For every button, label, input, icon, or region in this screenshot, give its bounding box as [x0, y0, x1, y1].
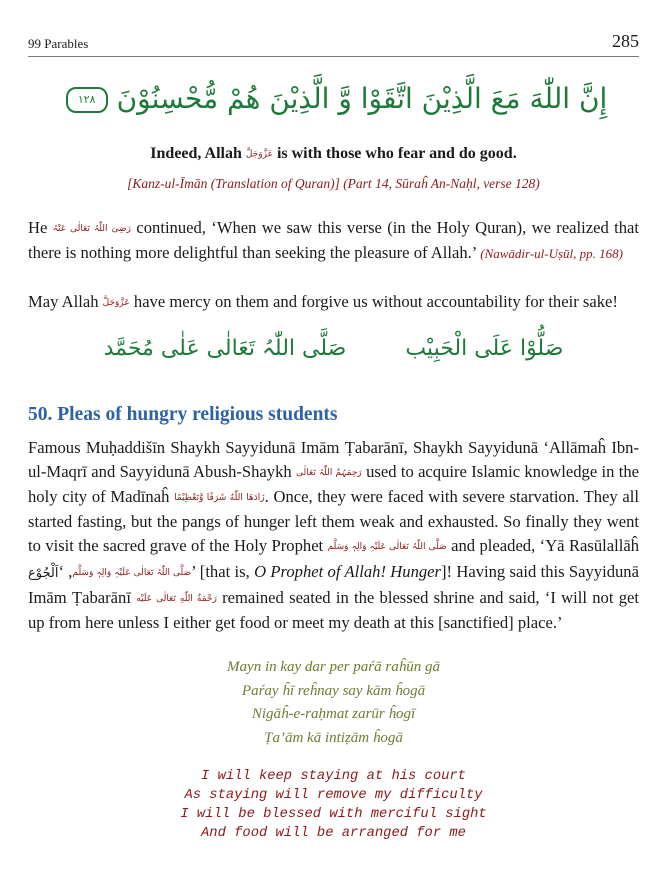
verse-number-marker: ١٢٨ — [66, 87, 108, 113]
book-title: 99 Parables — [28, 36, 89, 51]
arabic-word: اَلْجُوْع — [28, 565, 59, 581]
poem-english — [0, 767, 667, 843]
poem-line: Ṭa’ām kā intiẓām ĥogā — [264, 729, 403, 746]
translation-before: Indeed, Allah — [150, 145, 242, 162]
poem-line: And food will be arranged for me — [201, 826, 466, 841]
honorific-glyph: عَزَّوَجَلَّ — [102, 298, 130, 309]
para2-text: have mercy on them and forgive us without accountability for their sake! — [133, 292, 618, 311]
para3-text-3: . Once, they were faced with severe starvation. They all started fasting, but the pangs of hunger left them weak and exhausted. So finally they went to visit the sacred grave of the Holy Prophet — [28, 487, 640, 556]
honorific-glyph: صَلَّی اللّٰہُ تَعَالٰی عَلَیْہِ وَالِہٖ وَسَلَّم — [72, 567, 192, 578]
poem-urdu — [0, 656, 667, 750]
para3-text-8: remained seated in the blessed shrine and said, ‘I will not get up from here unless I either get food or meet my death at this [sanctified] place.’ — [28, 587, 639, 632]
honorific-glyph: رَحْمَةُ اللّٰهِ تَعَالٰی عَلَيْه — [136, 593, 217, 604]
verse-citation: [Kanz-ul-Īmān (Translation of Quran)] (Part 14, Sūraĥ An-Naḥl, verse 128) — [127, 176, 540, 191]
paragraph-1 — [28, 216, 639, 266]
para3-text-6: ’ [that is, — [191, 561, 250, 581]
honorific-glyph: صَلَّی اللّٰہُ تَعَالٰی عَلَیْہِ وَالِہٖ وَسَلَّم — [327, 542, 447, 553]
para3-text-4: and pleaded, ‘Yā Rasūlallāĥ — [451, 536, 639, 556]
section-heading: 50. Pleas of hungry religious students — [28, 404, 338, 425]
poem-line: Paŕay ĥī reĥnay say kām ĥogā — [241, 682, 426, 699]
para2-start: May Allah — [28, 292, 99, 311]
translation-after: is with those who fear and do good. — [276, 145, 517, 162]
paragraph-3: Famous Muḥaddišīn Shaykh Sayyidunā Imām Ṭabarānī, Shaykh Sayyidunā ‘Allāmaĥ Ibn-ul-Maqrī and Sayyidunā Abush-Shaykh رَحِمَہُمُ اللّٰہُ تَعَالٰی used to acquire Islamic knowledge in the holy city of Madīnaĥ زَادَهَا اللّٰهُ شَرَفًا وَّتَعْظِيْمًا. Once, they were faced with severe starvation. They all started fasting, but the pangs of hunger left them weak and exhausted. So finally they went to visit the sacred grave of the Holy Prophet صَلَّی اللّٰہُ تَعَالٰی عَلَیْہِ وَالِہٖ وَسَلَّم and pleaded, ‘Yā Rasūlallāĥ صَلَّی اللّٰہُ تَعَالٰی عَلَیْہِ وَالِہٖ وَسَلَّم, ‘اَلْجُوْع ’ [that is, O Prophet of Allah! Hunger]! Having said this Sayyidunā Imām Ṭabarānī رَحْمَةُ اللّٰهِ تَعَالٰی عَلَيْه remained seated in the blessed shrine and said, ‘I will not get up from here unless I either get food or meet my death at this [sanctified] place.’ — [28, 438, 640, 632]
page-header — [28, 32, 639, 57]
page-number: 285 — [612, 31, 639, 51]
para1-start: He — [28, 218, 48, 237]
poem-line: Nigāĥ-e-raḥmat zarūr ĥogī — [251, 706, 416, 722]
poem-line: I will keep staying at his court — [201, 769, 466, 784]
para3-text-7: ]! Having said this Sayyidunā Imām Ṭabarānī — [28, 561, 639, 607]
para3-text-2: used to acquire Islamic knowledge in the holy city of Madīnaĥ — [28, 462, 639, 507]
quran-verse — [0, 82, 667, 115]
honorific-glyph: عَزَّوَجَلَّ — [245, 149, 273, 160]
verse-translation — [0, 145, 667, 163]
para1-text: continued, ‘When we saw this verse (in the Holy Quran), we realized that there is nothing more delightful than seeking the pleasure of Allah.’ — [28, 218, 640, 263]
honorific-glyph: رَضِیَ اللّٰہُ تَعَالٰی عَنْہُ — [52, 224, 132, 235]
para3-italic: O Prophet of Allah! Hunger — [254, 561, 441, 581]
para3-text-5: , — [68, 561, 73, 581]
verse-text: إِنَّ اللّٰهَ مَعَ الَّذِيْنَ اتَّقَوْا وَّ الَّذِيْنَ هُمْ مُّحْسِنُوْنَ — [116, 82, 608, 115]
salawat-left: صَلُّوْا عَلَی الْحَبِیْب — [405, 336, 564, 361]
reference: (Nawādir-ul-Uṣūl, pp. 168) — [480, 246, 623, 262]
salawat — [0, 336, 667, 361]
para3-text-1: Famous Muḥaddišīn Shaykh Sayyidunā Imām Ṭabarānī, Shaykh Sayyidunā ‘Allāmaĥ Ibn-ul-Maqrī and Sayyidunā Abush-Shaykh — [28, 438, 639, 481]
salawat-right: صَلَّی اللّٰہُ تَعَالٰی عَلٰی مُحَمَّد — [103, 336, 347, 361]
poem-line: As staying will remove my difficulty — [184, 788, 483, 803]
poem-line: Mayn in kay dar per paŕā raĥūn gā — [227, 659, 440, 675]
paragraph-2 — [28, 290, 639, 315]
honorific-glyph: زَادَهَا اللّٰهُ شَرَفًا وَّتَعْظِيْمًا — [174, 493, 265, 504]
poem-line: I will be blessed with merciful sight — [180, 807, 487, 822]
honorific-glyph: رَحِمَہُمُ اللّٰہُ تَعَالٰی — [296, 468, 362, 479]
